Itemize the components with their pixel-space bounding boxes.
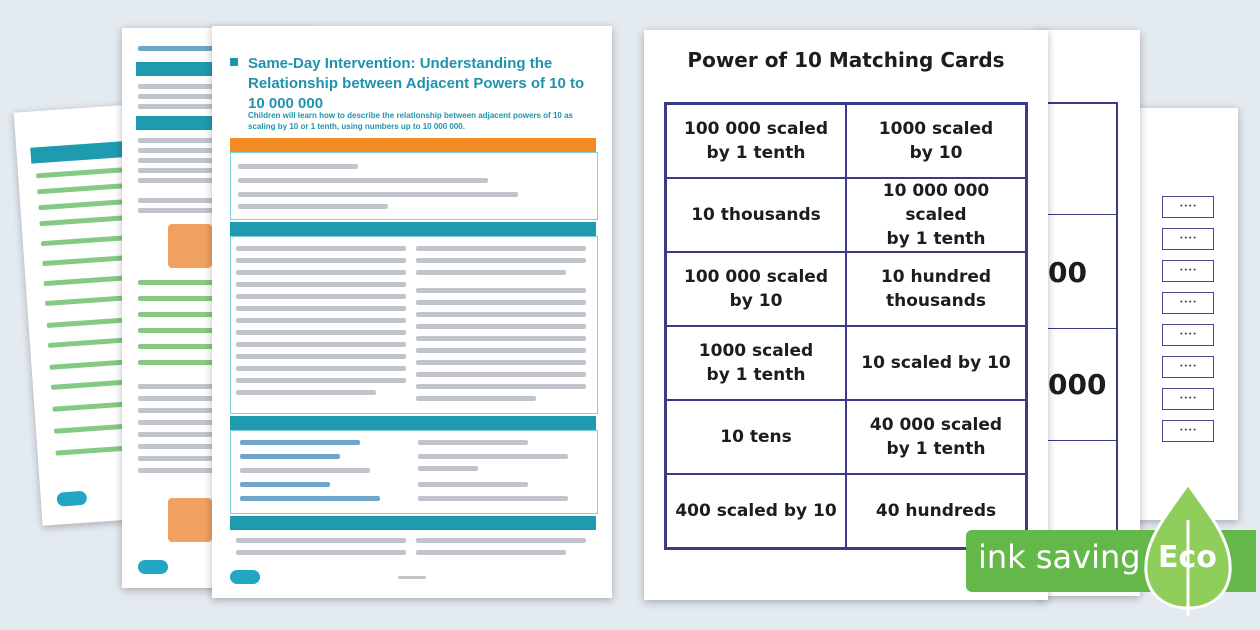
text-line bbox=[416, 348, 586, 353]
text-line bbox=[138, 432, 218, 437]
text-line bbox=[416, 538, 586, 543]
text-line bbox=[240, 496, 380, 501]
text-line bbox=[418, 440, 528, 445]
pre-check-header bbox=[230, 138, 596, 152]
text-line bbox=[236, 330, 406, 335]
text-line bbox=[138, 396, 218, 401]
text-line bbox=[138, 148, 218, 153]
cards-title: Power of 10 Matching Cards bbox=[687, 48, 1005, 72]
text-line bbox=[138, 344, 218, 349]
cards-back-page-2 bbox=[1134, 108, 1238, 520]
text-line bbox=[416, 300, 586, 305]
small-card: • • • • bbox=[1162, 292, 1214, 314]
matching-card: 100 000 scaled by 1 tenth bbox=[666, 104, 846, 178]
text-line bbox=[416, 372, 586, 377]
matching-card: 1000 scaled by 10 bbox=[846, 104, 1026, 178]
text-line bbox=[236, 270, 406, 275]
page-number bbox=[398, 576, 426, 579]
small-card: • • • • bbox=[1162, 356, 1214, 378]
small-card: • • • • bbox=[1162, 260, 1214, 282]
text-line bbox=[236, 294, 406, 299]
text-line bbox=[418, 482, 528, 487]
text-line bbox=[236, 366, 406, 371]
text-line bbox=[416, 324, 586, 329]
text-line bbox=[418, 454, 568, 459]
text-line bbox=[416, 396, 536, 401]
text-line bbox=[236, 378, 406, 383]
text-line bbox=[416, 288, 586, 293]
text-line bbox=[138, 468, 218, 473]
matching-card: 10 hundred thousands bbox=[846, 252, 1026, 326]
text-line bbox=[240, 482, 330, 487]
text-line bbox=[236, 318, 406, 323]
explaining-gap-header bbox=[230, 222, 596, 236]
text-line bbox=[236, 342, 406, 347]
matching-card: 10 scaled by 10 bbox=[846, 326, 1026, 400]
card-number: 000 bbox=[1048, 368, 1107, 401]
text-line bbox=[238, 164, 358, 169]
card-grid-edge bbox=[1036, 102, 1118, 552]
text-line bbox=[138, 408, 218, 413]
matching-cards-page bbox=[644, 30, 1048, 600]
text-line bbox=[138, 198, 218, 203]
text-line bbox=[238, 178, 488, 183]
text-line bbox=[138, 158, 218, 163]
matching-card: 100 000 scaled by 10 bbox=[666, 252, 846, 326]
brand-logo bbox=[138, 560, 168, 574]
text-line bbox=[240, 440, 360, 445]
counters-grid bbox=[168, 224, 212, 268]
card-grid bbox=[664, 102, 1028, 550]
text-line bbox=[236, 390, 376, 395]
text-line bbox=[138, 46, 218, 51]
eco-badge-label: ink saving bbox=[978, 538, 1141, 576]
text-line bbox=[416, 384, 586, 389]
text-line bbox=[236, 550, 406, 555]
counters-grid bbox=[168, 498, 212, 542]
text-line bbox=[138, 384, 218, 389]
text-line bbox=[138, 420, 218, 425]
matching-card: 400 scaled by 10 bbox=[666, 474, 846, 548]
card-divider bbox=[1036, 328, 1116, 329]
text-line bbox=[416, 360, 586, 365]
text-line bbox=[416, 312, 586, 317]
matching-card: 40 hundreds bbox=[846, 474, 1026, 548]
pre-check-box bbox=[230, 152, 598, 220]
text-line bbox=[236, 282, 406, 287]
text-line bbox=[138, 280, 218, 285]
small-card: • • • • bbox=[1162, 324, 1214, 346]
card-divider bbox=[1036, 440, 1116, 441]
matching-card: 10 000 000 scaled by 1 tenth bbox=[846, 178, 1026, 252]
text-line bbox=[138, 178, 218, 183]
text-line bbox=[240, 468, 370, 473]
card-number: 00 bbox=[1048, 256, 1087, 289]
text-line bbox=[238, 204, 388, 209]
text-line bbox=[236, 538, 406, 543]
text-line bbox=[416, 336, 586, 341]
card-divider bbox=[1036, 214, 1116, 215]
text-line bbox=[240, 454, 340, 459]
text-line bbox=[138, 208, 218, 213]
small-card: • • • • bbox=[1162, 196, 1214, 218]
matching-card: 1000 scaled by 1 tenth bbox=[666, 326, 846, 400]
title-bullet bbox=[230, 58, 238, 66]
cards-back-page-1 bbox=[1036, 30, 1140, 596]
intervention-worksheet bbox=[212, 26, 612, 598]
text-line bbox=[416, 246, 586, 251]
text-line bbox=[138, 444, 218, 449]
brand-logo bbox=[56, 491, 87, 507]
text-line bbox=[236, 246, 406, 251]
text-line bbox=[138, 312, 218, 317]
text-line bbox=[138, 328, 218, 333]
text-line bbox=[138, 168, 218, 173]
text-line bbox=[138, 138, 218, 143]
text-line bbox=[416, 270, 566, 275]
text-line bbox=[238, 192, 518, 197]
text-line bbox=[416, 550, 566, 555]
matching-card: 10 tens bbox=[666, 400, 846, 474]
text-line bbox=[236, 354, 406, 359]
matching-card: 10 thousands bbox=[666, 178, 846, 252]
preparation-header bbox=[230, 416, 596, 430]
addressing-gap-header bbox=[230, 516, 596, 530]
text-line bbox=[138, 296, 218, 301]
text-line bbox=[138, 94, 218, 99]
text-line bbox=[138, 104, 218, 109]
small-card: • • • • bbox=[1162, 420, 1214, 442]
eco-word: Eco bbox=[1158, 540, 1217, 575]
text-line bbox=[418, 496, 568, 501]
brand-logo bbox=[230, 570, 260, 584]
text-line bbox=[418, 466, 478, 471]
text-line bbox=[138, 84, 218, 89]
small-card: • • • • bbox=[1162, 388, 1214, 410]
text-line bbox=[236, 306, 406, 311]
text-line bbox=[138, 360, 218, 365]
text-line bbox=[138, 456, 218, 461]
text-line bbox=[416, 258, 586, 263]
small-card: • • • • bbox=[1162, 228, 1214, 250]
worksheet-subtitle: Children will learn how to describe the relationship between adjacent powers of 10 as scaling by 10 or 1 tenth, using numbers up to 10 000 000. bbox=[248, 111, 573, 131]
text-line bbox=[236, 258, 406, 263]
matching-card: 40 000 scaled by 1 tenth bbox=[846, 400, 1026, 474]
worksheet-title: Same-Day Intervention: Understanding the Relationship between Adjacent Powers of 10 to 10 000 000 bbox=[248, 55, 585, 112]
